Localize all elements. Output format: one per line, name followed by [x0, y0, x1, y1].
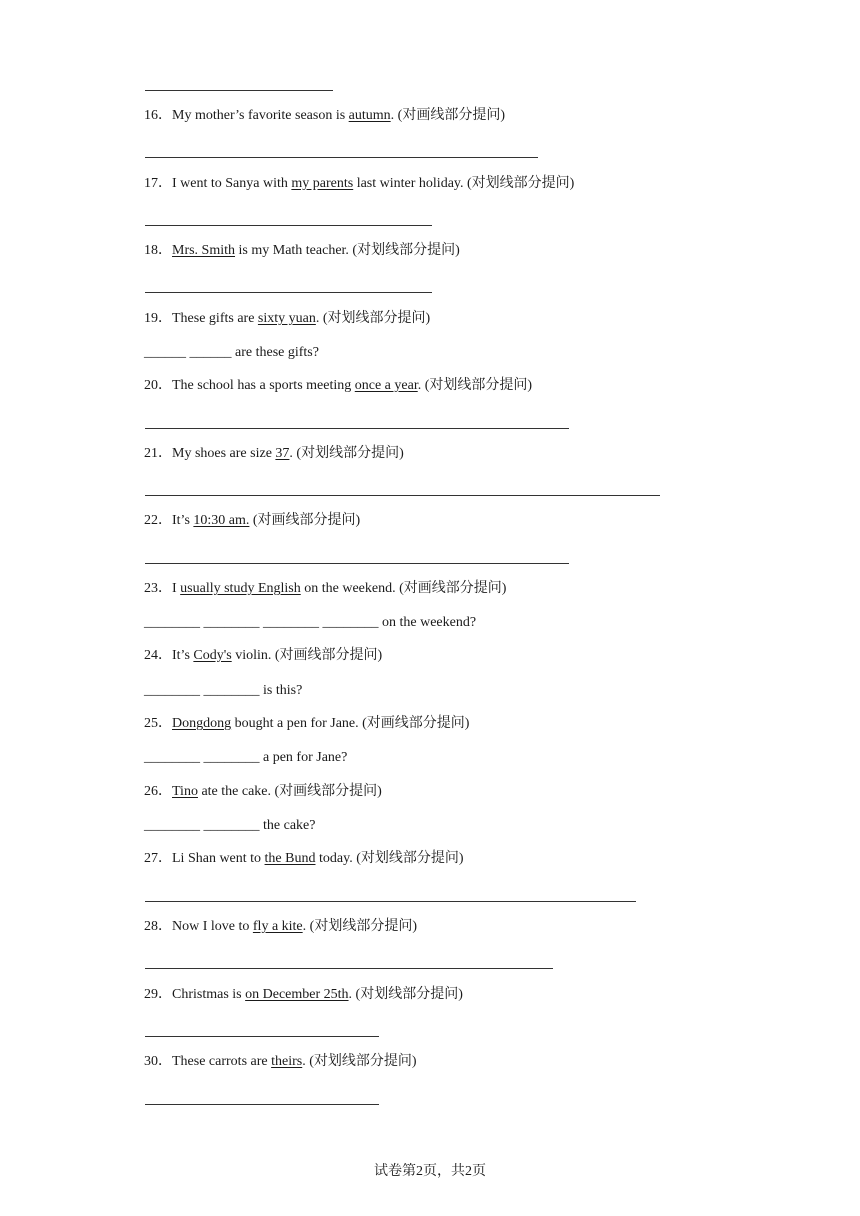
question-text: I went to Sanya with: [172, 176, 292, 191]
question-instruction: on the weekend. (对画线部分提问): [300, 581, 507, 596]
underlined-part: sixty yuan: [257, 311, 316, 326]
question-instruction: . (对划线部分提问): [302, 919, 417, 934]
question-number: 21．: [144, 446, 172, 461]
question-23: [144, 580, 506, 598]
question-instruction: . (对划线部分提问): [315, 311, 431, 326]
underlined-part: once a year: [354, 378, 418, 393]
question-text: It’s: [172, 648, 194, 663]
underlined-part: Dongdong: [172, 716, 232, 731]
question-number: 19．: [144, 311, 172, 326]
question-26: [144, 783, 382, 801]
question-number: 25．: [144, 716, 172, 731]
question-number: 24．: [144, 648, 172, 663]
question-instruction: . (对画线部分提问): [390, 108, 505, 123]
question-number: 28．: [144, 919, 172, 934]
fill-in-answer: ________ ________ ________ ________ on the weekend?: [144, 615, 477, 630]
question-number: 30．: [144, 1054, 172, 1069]
fill-in-answer: ________ ________ the cake?: [144, 818, 316, 833]
question-instruction: bought a pen for Jane. (对画线部分提问): [231, 716, 470, 731]
underlined-part: Cody's: [193, 648, 232, 663]
question-instruction: . (对划线部分提问): [417, 378, 533, 393]
underlined-part: the Bund: [264, 851, 316, 866]
answer-line: [145, 292, 432, 293]
question-16: [144, 107, 505, 125]
question-number: 20．: [144, 378, 172, 393]
question-text: Christmas is: [172, 987, 246, 1002]
underlined-part: on December 25th: [245, 987, 349, 1002]
question-text: It’s: [172, 513, 194, 528]
question-number: 27．: [144, 851, 172, 866]
question-text: My shoes are size: [172, 446, 276, 461]
page-footer: 试卷第2页，共2页: [374, 1164, 486, 1179]
question-instruction: . (对划线部分提问): [289, 446, 404, 461]
underlined-part: autumn: [348, 108, 391, 123]
question-20: [144, 377, 532, 395]
question-instruction: last winter holiday. (对划线部分提问): [353, 176, 575, 191]
question-instruction: is my Math teacher. (对划线部分提问): [235, 243, 460, 258]
question-instruction: . (对划线部分提问): [302, 1054, 417, 1069]
question-instruction: today. (对划线部分提问): [315, 851, 464, 866]
question-text: Li Shan went to: [172, 851, 265, 866]
answer-line: [145, 968, 553, 969]
answer-line: [145, 563, 569, 564]
underlined-part: theirs: [271, 1054, 303, 1069]
question-19: [144, 310, 430, 328]
answer-line: [145, 157, 538, 158]
question-text: I: [172, 581, 181, 596]
question-instruction: violin. (对画线部分提问): [231, 648, 383, 663]
question-text: The school has a sports meeting: [172, 378, 355, 393]
question-24: [144, 647, 382, 665]
answer-line: [145, 90, 333, 91]
underlined-part: 10:30 am.: [193, 513, 250, 528]
answer-line: [145, 1104, 379, 1105]
answer-line: [145, 901, 636, 902]
question-number: 16．: [144, 108, 172, 123]
question-number: 17．: [144, 176, 172, 191]
question-text: Now I love to: [172, 919, 253, 934]
question-number: 22．: [144, 513, 172, 528]
question-number: 23．: [144, 581, 172, 596]
underlined-part: my parents: [291, 176, 354, 191]
answer-line: [145, 495, 660, 496]
underlined-part: Tino: [172, 784, 198, 799]
question-number: 18．: [144, 243, 172, 258]
question-28: [144, 918, 417, 936]
answer-line: [145, 428, 569, 429]
answer-line: [145, 225, 432, 226]
underlined-part: Mrs. Smith: [172, 243, 236, 258]
question-25: [144, 715, 469, 733]
question-18: [144, 242, 460, 260]
question-instruction: (对画线部分提问): [249, 513, 361, 528]
question-number: 29．: [144, 987, 172, 1002]
question-text: These carrots are: [172, 1054, 272, 1069]
underlined-part: usually study English: [180, 581, 301, 596]
underlined-part: 37: [275, 446, 290, 461]
answer-line: [145, 1036, 379, 1037]
question-22: [144, 512, 360, 530]
question-instruction: ate the cake. (对画线部分提问): [197, 784, 382, 799]
fill-in-answer: ________ ________ is this?: [144, 683, 303, 698]
question-27: [144, 850, 464, 868]
question-30: [144, 1053, 417, 1071]
fill-in-answer: ______ ______ are these gifts?: [144, 345, 319, 360]
question-text: These gifts are: [172, 311, 258, 326]
question-text: My mother’s favorite season is: [172, 108, 349, 123]
question-29: [144, 986, 463, 1004]
question-number: 26．: [144, 784, 172, 799]
fill-in-answer: ________ ________ a pen for Jane?: [144, 750, 348, 765]
question-21: [144, 445, 404, 463]
underlined-part: fly a kite: [252, 919, 303, 934]
question-instruction: . (对划线部分提问): [348, 987, 463, 1002]
question-17: [144, 175, 574, 193]
